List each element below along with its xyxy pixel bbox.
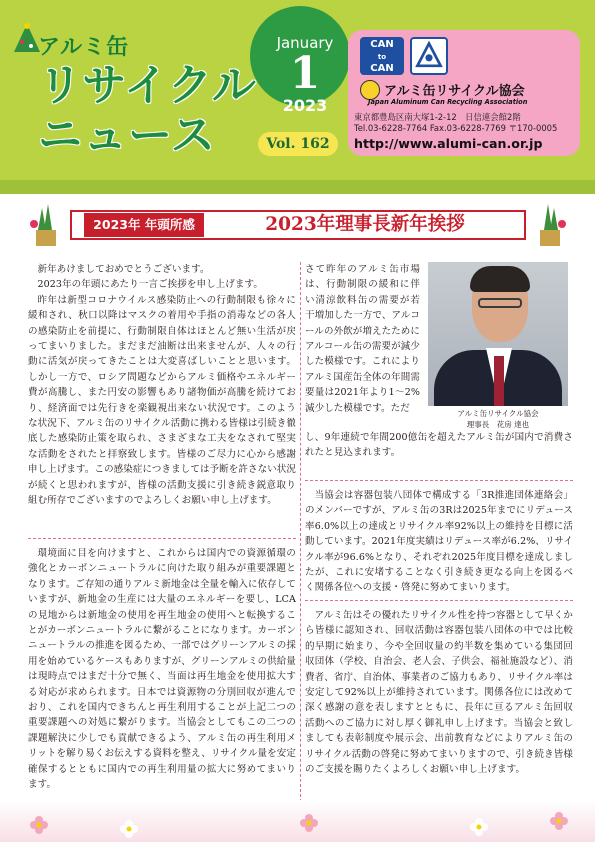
section-separator <box>305 480 573 481</box>
column-divider <box>300 262 301 802</box>
volume-badge: Vol. 162 <box>258 132 338 156</box>
phone-line: Tel.03-6228-7764 Fax.03-6228-7769 〒170-0005 <box>354 123 558 133</box>
article-paragraphs-intro <box>28 262 296 509</box>
title-line2: ニュース <box>38 110 216 161</box>
masthead-stripe <box>0 180 595 194</box>
chairman-photo <box>428 262 568 406</box>
recycle-mark-icon <box>410 37 448 75</box>
photo-tie <box>494 356 504 406</box>
can-logo-text-2: CAN <box>370 63 394 74</box>
website-link[interactable]: http://www.alumi-can.or.jp <box>354 136 543 151</box>
association-address <box>354 112 580 134</box>
issue-day: 1 <box>289 48 321 99</box>
photo-glasses <box>478 298 522 308</box>
masthead <box>0 0 595 194</box>
article-market-text <box>305 262 420 416</box>
banner-label: 2023年 年頭所感 <box>84 213 204 237</box>
address-line: 東京都豊島区南大塚1-2-12 日信連会館2階 <box>354 112 521 122</box>
caption-org: アルミ缶リサイクル協会 <box>457 409 539 418</box>
section-separator <box>28 538 296 539</box>
can-logo-to: to <box>377 53 387 61</box>
association-name-en: Japan Aluminum Can Recycling Association <box>368 98 528 106</box>
kadomatsu-icon <box>532 204 568 248</box>
banner-headline: 2023年理事長新年挨拶 <box>265 214 465 235</box>
article-banner <box>28 204 568 244</box>
mascot-icon <box>360 80 380 100</box>
kadomatsu-icon <box>28 204 64 248</box>
can-to-can-logo <box>360 37 404 75</box>
footer-decoration <box>0 800 595 842</box>
article-paragraph: さて昨年のアルミ缶市場は、行動制限の緩和に伴い清涼飲料缶の需要が若干増加した一方で、アルコールの外飲が増えたためにアルコール缶の需要が減少した模様です。これによりアルミ国産缶全体の年間需要量は2021年より1～2%減少した模様です。ただ <box>305 264 421 414</box>
issue-date <box>262 34 348 115</box>
title-sub: アルミ缶 <box>38 35 130 60</box>
article-3r-text <box>305 488 573 596</box>
article-paragraphs-environment <box>28 546 296 793</box>
association-name: アルミ缶リサイクル協会 <box>384 84 525 99</box>
section-separator <box>305 600 573 601</box>
newsletter-title <box>38 30 278 161</box>
article-paragraph: 新年あけましておめでとうございます。 <box>37 264 210 275</box>
photo-hair <box>470 266 530 292</box>
photo-caption <box>428 408 568 430</box>
flower-icon <box>550 812 568 830</box>
title-line1: リサイクル <box>38 60 257 111</box>
article-paragraph: 当協会は容器包装八団体で構成する「3R推進団体連絡会」のメンバーですが、アルミ缶の3Rは2025年までにリデュース率6.0%以上の達成とリサイクル率92%以上の維持を目標に活動しています。2021年度実績はリデュース率が6.2%、リサイクル率が96.6%となり、それぞれ2025年度目標を達成しましたが、これに安堵することなく引き続き更なる向上を図るべく関係各位への支援・啓発に努めてまいります。 <box>305 490 573 594</box>
flower-icon <box>470 818 488 836</box>
flower-icon <box>30 816 48 834</box>
article-paragraph: し、9年連続で年間200億缶を超えたアルミ缶が国内で消費されたと見込まれます。 <box>305 432 573 459</box>
article-paragraph: 2023年の年頭にあたり一言ご挨拶を申し上げます。 <box>37 279 263 291</box>
issue-month: January <box>276 34 334 52</box>
can-logo-text-1: CAN <box>370 39 394 50</box>
article-paragraph: 昨年は新型コロナウイルス感染防止への行動制限も徐々に緩和され、秋口以降はマスクの着用や手指の消毒などの各人の感染防止を前提に、行動制限自体はほとんど無い生活が戻ってまいりました。まだまだ油断は出来ませんが、人々の行動に活気が戻ってきたことは大変喜ばしいことと思います。しかし一方で、ロシア問題などからアルミ価格やエネルギー費が高騰し、また円安の影響もあり諸物価が高騰を続けており、経済面では先行きを楽観視出来ない状況です。このような状況下、アルミ缶のリサイクル活動に携わる皆様は引続き徹底した感染防止策を取られ、さまざまな工夫をなされて堅実な活動をされたと拝察致します。皆様のご尽力に心から感謝申し上げます。この感染症につきましては予断を許さない状況が続くと思われますが、皆様の活動支援に引き続き鋭意取り組む所存でございますのでよろしくお願い申し上げます。 <box>28 294 296 507</box>
caption-person: 理事長 花房 達也 <box>466 420 530 429</box>
article-market-continued <box>305 430 573 461</box>
article-collection-text <box>305 608 573 777</box>
article-paragraph: アルミ缶はその優れたリサイクル性を持つ容器として早くから皆様に認知され、回収活動は容器包装八団体の中では比較的早期に始まり、今や全回収量の約半数を集めている集団回収団体（学校、自治会、老人会、子供会、福祉施設など）、消費者、省庁、自治体、事業者のご協力もあり、リサイクル率は安定して92%以上が維持されています。関係各位には改めて深く感謝の意を表しますとともに、長年に亘るアルミ缶回収活動へのご協力に対し厚く御礼申し上げます。当協会と致しましても表彰制度や展示会、出前教育などによりアルミ缶のリサイクル活動の啓発に努めてまいりますので、引き続き皆様のご支援を賜りたくよろしくお願い申し上げます。 <box>305 610 573 776</box>
flower-icon <box>120 820 138 838</box>
flower-icon <box>300 814 318 832</box>
article-paragraph: 環境面に目を向けますと、これからは国内での資源循環の強化とカーボンニュートラルに向けた取り組みが重要課題となります。ご存知の通りアルミ新地金は全量を輸入に依存していますが、新地金の生産には大量のエネルギーを要し、LCAの見地からは新地金の使用を再生地金の使用へと転換することがカーボンニュートラルに繋がることになります。カーボンニュートラルの推進を図るため、一部ではグリーンアルミの採用を始めているケースもありますが、グリーンアルミの供給量は現時点ではまだ十分で無く、当面は再生地金を使用拡大する対応が求められます。日本では資源物の分別回収が進んでおり、これを国内できちんと再生利用することが上記二つの重要課題への対処に繋がります。当協会としてもこの二つの課題解決に少しでも貢献できるよう、アルミ缶の再生利用メリットを解り易くお伝えする資料を整え、リサイクル量を安定確保するとともに国内での再生利用量の拡大に努めてまいります。 <box>28 548 296 791</box>
issue-year: 2023 <box>282 96 328 115</box>
